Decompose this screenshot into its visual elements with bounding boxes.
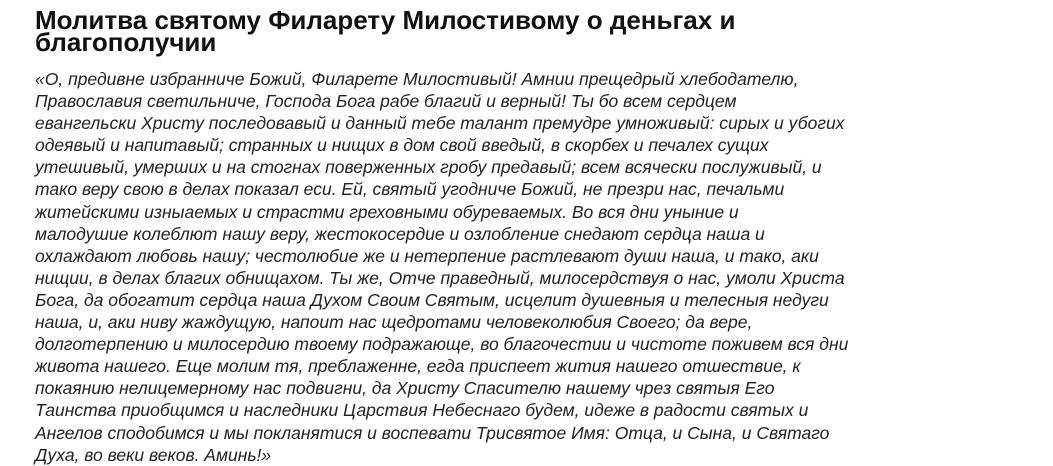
prayer-line: житейскими изныаемых и страстми греховными обуреваемых. Во вся дни уныние и — [35, 201, 739, 222]
prayer-text — [35, 68, 895, 466]
prayer-line: Духа, во веки веков. Аминь!» — [35, 444, 272, 465]
prayer-line: Ангелов сподобимся и мы покланятися и воспевати Трисвятое Имя: Отца, и Сына, и Святаго — [35, 422, 830, 443]
prayer-line: живота нашего. Еще молим тя, преблаженне, егда приспеет жития нашего отшествие, к — [35, 356, 801, 377]
title-line: благополучии — [35, 27, 217, 57]
prayer-line: Православия светильниче, Господа Бога рабе благий и верный! Ты бо всем сердцем — [35, 91, 737, 112]
title-line: Молитва святому Филарету Милостивому о деньгах и — [35, 5, 736, 35]
prayer-line: евангельски Христу последовавый и данный тебе талант премудре умноживый: сирых и убогих — [35, 113, 845, 134]
prayer-line: нищии, в делах благих обнищахом. Ты же, Отче праведный, милосердствуя о нас, умоли Христа — [35, 267, 845, 288]
prayer-line: одеявый и напитавый; странных и нищих в дом свой введый, в скорбех и печалех сущих — [35, 135, 769, 156]
prayer-line: охлаждают любовь нашу; честолюбие же и нетерпение растлевают души наша, и тако, аки — [35, 245, 819, 266]
prayer-line: малодушие колеблют нашу веру, жестокосердие и озлобление снедают сердца наша и — [35, 223, 765, 244]
prayer-line: наша, и, аки ниву жаждущую, напоит нас щедротами человеколюбия Своего; да вере, — [35, 312, 753, 333]
prayer-line: «О, предивне избранниче Божий, Филарете Милостивый! Амнии прещедрый хлебодателю, — [35, 69, 799, 89]
prayer-line: Бога, да обогатит сердца наша Духом Своим Святым, исцелит душевныя и телесныя недуги — [35, 289, 829, 310]
prayer-line: покаянию нелицемерному нас подвигни, да Христу Спасителю нашему чрез святыя Его — [35, 378, 775, 399]
article — [35, 5, 895, 466]
page-title — [35, 5, 895, 57]
prayer-line: Таинства приобщимся и наследники Царствия Небеснаго будем, идеже в радости святых и — [35, 400, 809, 421]
prayer-line: тако веру свою в делах показал еси. Ей, святый угодниче Божий, не презри нас, печальми — [35, 179, 785, 200]
prayer-line: долготерпению и милосердию твоему подражающе, во благочестии и чистоте поживем вся дни — [35, 334, 849, 355]
prayer-line: утешивый, умерших и на стогнах поверженных гробу предавый; всем всячески послуживый, и — [35, 157, 822, 178]
